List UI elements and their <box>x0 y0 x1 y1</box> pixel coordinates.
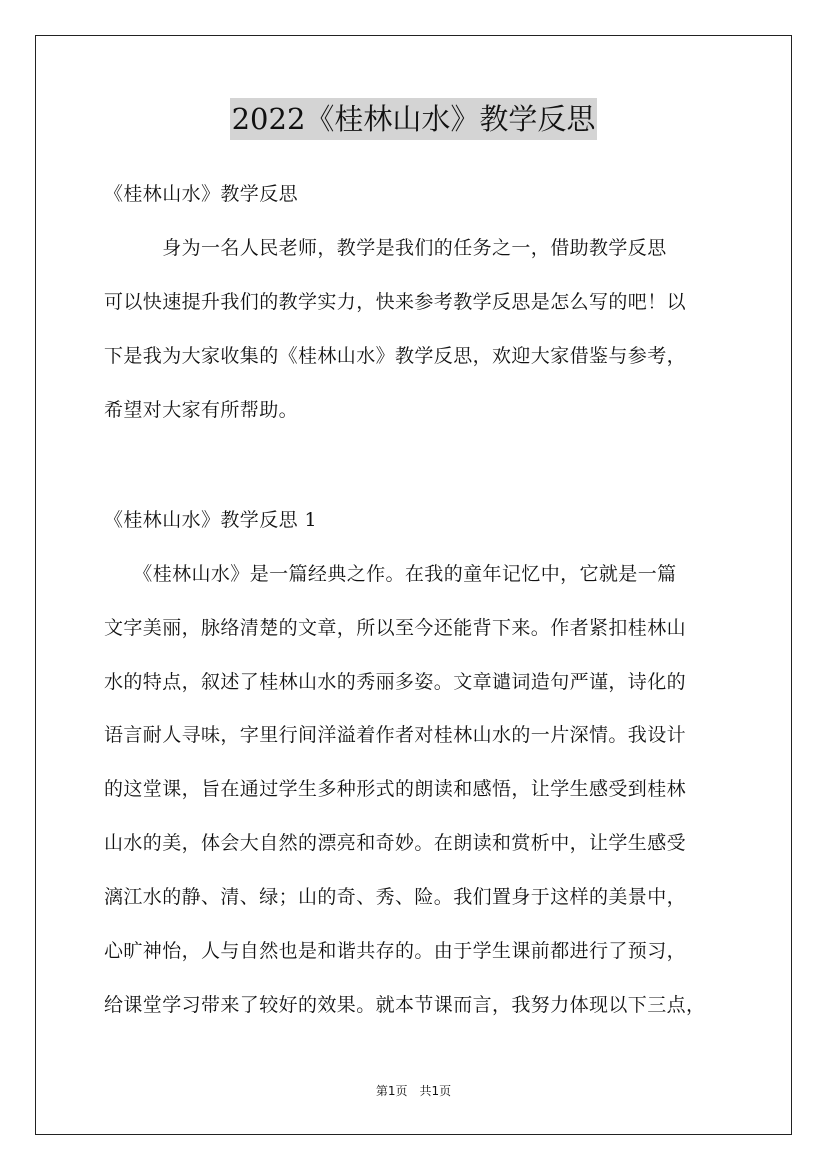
intro-line-1: 身为一名人民老师，教学是我们的任务之一，借助教学反思 <box>104 237 667 259</box>
title-container <box>0 98 827 140</box>
body-line-9: 给课堂学习带来了较好的效果。就本节课而言，我努力体现以下三点， <box>104 994 706 1016</box>
body-line-6: 山水的美，体会大自然的漂亮和奇妙。在朗读和赏析中，让学生感受 <box>104 832 687 854</box>
body-line-8: 心旷神怡，人与自然也是和谐共存的。由于学生课前都进行了预习， <box>104 940 687 962</box>
intro-line-2: 可以快速提升我们的教学实力，快来参考教学反思是怎么写的吧！以 <box>104 291 687 313</box>
intro-line-3: 下是我为大家收集的《桂林山水》教学反思，欢迎大家借鉴与参考， <box>104 345 687 367</box>
page-number: 第1页 共1页 <box>375 1084 452 1098</box>
body-line-4: 语言耐人寻味，字里行间洋溢着作者对桂林山水的一片深情。我设计 <box>104 724 687 746</box>
document-heading: 《桂林山水》教学反思 <box>104 183 299 205</box>
body-line-2: 文字美丽，脉络清楚的文章，所以至今还能背下来。作者紧扣桂林山 <box>104 617 687 639</box>
body-line-5: 的这堂课，旨在通过学生多种形式的朗读和感悟，让学生感受到桂林 <box>104 778 687 800</box>
document-title: 2022《桂林山水》教学反思 <box>230 98 598 140</box>
body-line-3: 水的特点，叙述了桂林山水的秀丽多姿。文章谴词造句严谨，诗化的 <box>104 671 687 693</box>
intro-line-4: 希望对大家有所帮助。 <box>104 399 299 421</box>
section-heading: 《桂林山水》教学反思 1 <box>104 509 317 531</box>
body-line-7: 漓江水的静、清、绿；山的奇、秀、险。我们置身于这样的美景中， <box>104 886 687 908</box>
body-line-1: 《桂林山水》是一篇经典之作。在我的童年记忆中，它就是一篇 <box>104 563 677 585</box>
